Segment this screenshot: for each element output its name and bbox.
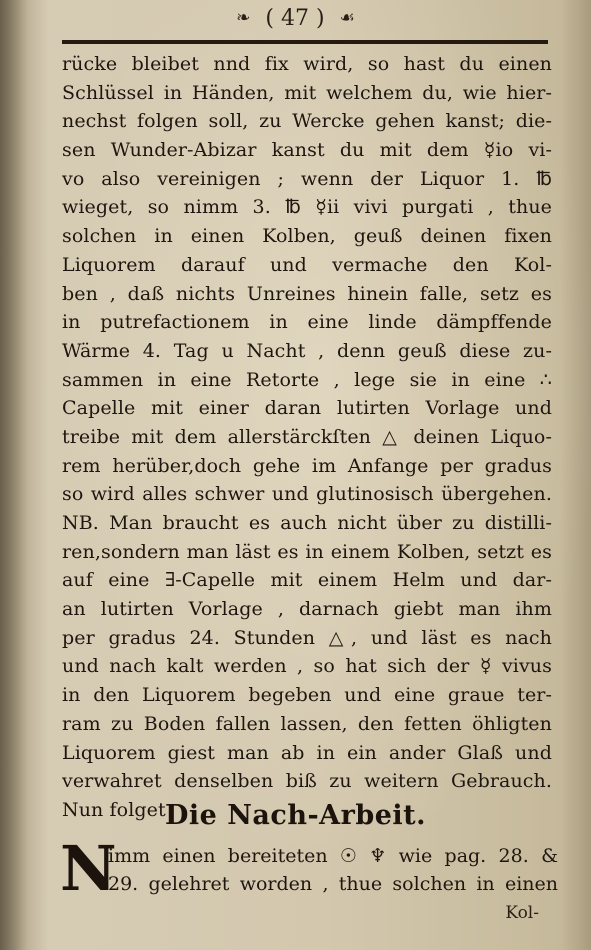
text-line: NB. Man braucht es auch nicht über zu distilli- (62, 512, 552, 534)
text-line: Schlüssel in Händen, mit welchem du, wie hier- (62, 81, 552, 104)
page-header (0, 4, 591, 33)
text-line: Wärme 4. Tag u Nacht , denn geuß diese zu- (62, 339, 552, 362)
text-line: rem herüber,doch gehe im Anfange per gradus (62, 454, 552, 477)
text-line: ram zu Boden fallen lassen, den fetten öhligten (62, 712, 552, 735)
text-line: in putrefactionem in eine linde dämpffende (62, 311, 552, 334)
text-line: an lutirten Vorlage , darnach giebt man ihm (62, 598, 552, 621)
text-line: Liquorem darauf und vermache den Kol- (62, 253, 552, 276)
text-line: in den Liquorem begeben und eine graue ter- (62, 684, 552, 707)
text-line: imm einen bereiteten ☉ ♆ wie pag. 28. & (108, 845, 558, 867)
drop-cap: N (60, 832, 117, 905)
text-line: auf eine ∃-Capelle mit einem Helm und dar- (62, 569, 552, 592)
page-number: ( 47 ) (265, 6, 325, 31)
text-line: per gradus 24. Stunden △, und läst es nach (62, 626, 552, 649)
text-line: ben , daß nichts Unreines hinein falle, setz es (62, 282, 552, 305)
text-line: Liquorem giest man ab in ein ander Glaß und (62, 741, 552, 764)
section-heading: Die Nach-Arbeit. (164, 800, 427, 831)
text-line: Nun folget (62, 798, 166, 821)
text-line: und nach kalt werden , so hat sich der ☿ vivus (62, 655, 552, 678)
paragraph-two (60, 832, 558, 905)
text-line: sen Wunder-Abizar kanst du mit dem ☿io vi- (62, 139, 552, 162)
text-line: nechst folgen soll, zu Wercke gehen kanst; die- (62, 110, 552, 133)
text-line: treibe mit dem allerstärckſten △ deinen Liquo- (62, 425, 552, 448)
body-text (62, 50, 552, 825)
text-line: wieget, so nimm 3. ℔ ☿ii vivi purgati , thue (62, 196, 552, 219)
catchword: Kol- (505, 903, 539, 923)
text-line: vo also vereinigen ; wenn der Liquor 1. ℔ (62, 167, 552, 190)
text-line: solchen in einen Kolben, geuß deinen fixen (62, 225, 552, 248)
text-line: rücke bleibet nnd fix wird, so hast du einen (62, 53, 552, 75)
header-rule (62, 40, 548, 44)
right-ornament-icon: ☙ (339, 8, 355, 28)
text-line: ren,sondern man läst es in einem Kolben, setzt es (62, 540, 552, 563)
left-ornament-icon: ❧ (236, 8, 251, 28)
text-line: verwahret denselben biß zu weitern Gebrauch. (62, 770, 552, 793)
text-line: 29. gelehret worden , thue solchen in einen (108, 873, 558, 895)
text-line: so wird alles schwer und glutinosisch übergehen. (62, 483, 552, 506)
text-line: sammen in eine Retorte , lege sie in eine ∴ (62, 368, 552, 391)
text-line: Capelle mit einer daran lutirten Vorlage und (62, 397, 552, 420)
